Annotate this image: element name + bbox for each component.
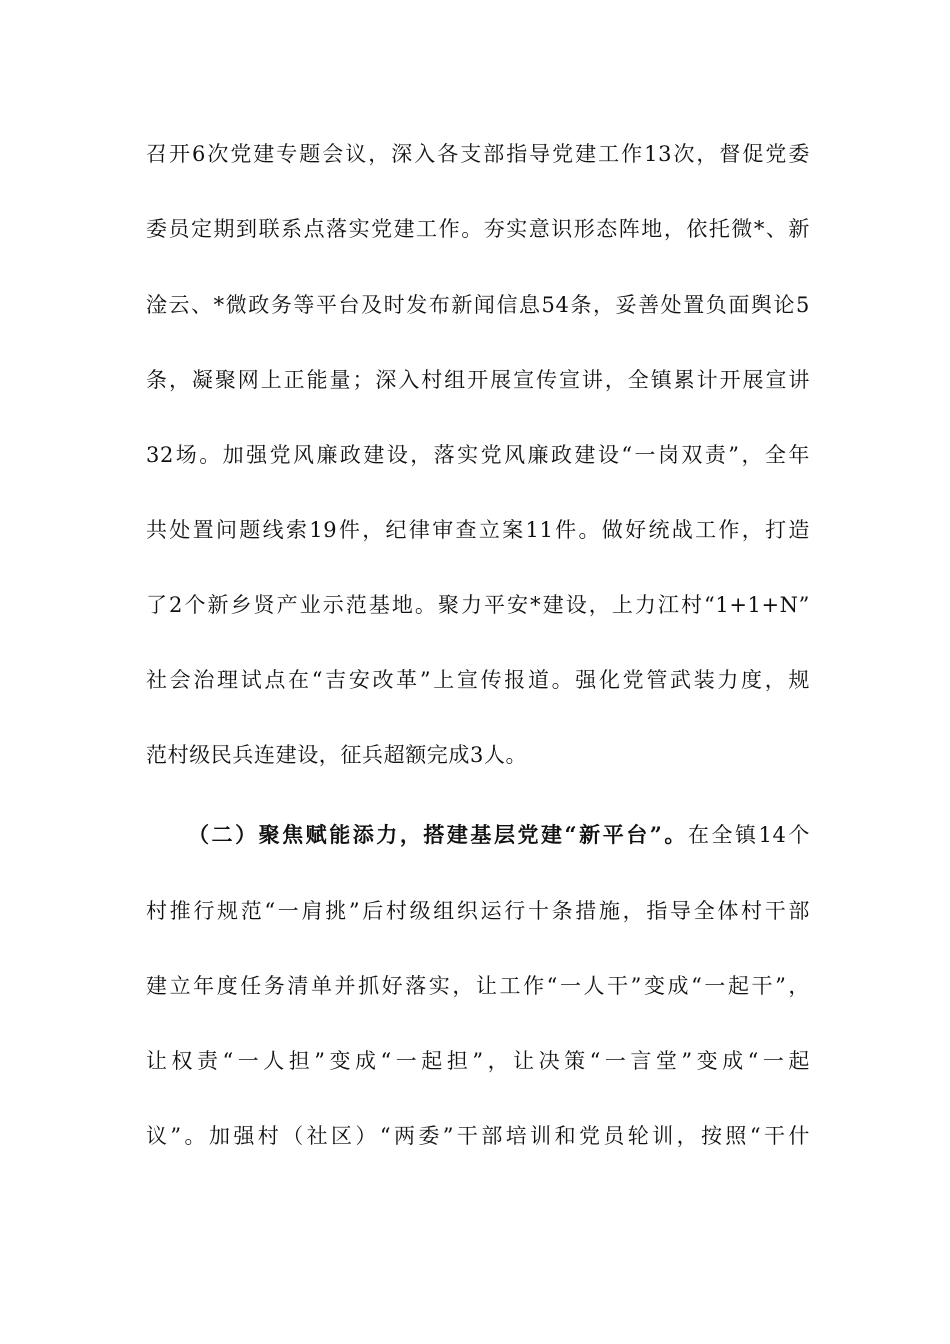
paragraph-1-line-4: 条，凝聚网上正能量；深入村组开展宣传宣讲，全镇累计开展宣讲: [146, 368, 810, 392]
paragraph-1-line-7: 了2个新乡贤产业示范基地。聚力平安*建设，上力江村“1+1+N”: [146, 593, 810, 617]
paragraph-1-line-1: 召开6次党建专题会议，深入各支部指导党建工作13次，督促党委: [146, 142, 810, 166]
paragraph-1-line-3: 淦云、*微政务等平台及时发布新闻信息54条，妥善处置负面舆论5: [146, 293, 810, 317]
paragraph-2-line-2: 村推行规范“一肩挑”后村级组织运行十条措施，指导全体村干部: [146, 899, 810, 923]
paragraph-1-line-9: 范村级民兵连建设，征兵超额完成3人。: [146, 743, 528, 767]
paragraph-2-line-4: 让权责“一人担”变成“一起担”，让决策“一言堂”变成“一起: [146, 1049, 810, 1073]
paragraph-2-line-1: [146, 821, 810, 849]
paragraph-1-line-6: 共处置问题线索19件，纪律审查立案11件。做好统战工作，打造: [146, 518, 810, 542]
paragraph-1-line-5: 32场。加强党风廉政建设，落实党风廉政建设“一岗双责”，全年: [146, 443, 810, 467]
paragraph-1-line-8: 社会治理试点在“吉安改革”上宣传报道。强化党管武装力度，规: [146, 668, 810, 692]
paragraph-2-line-5: 议”。加强村（社区）“两委”干部培训和党员轮训，按照“干什: [146, 1124, 810, 1148]
paragraph-2-line-3: 建立年度任务清单并抓好落实，让工作“一人干”变成“一起干”，: [146, 974, 810, 998]
paragraph-2-line-1-rest: 在全镇14个: [687, 823, 810, 847]
paragraph-1-line-2: 委员定期到联系点落实党建工作。夯实意识形态阵地，依托微*、新: [146, 217, 810, 241]
section-heading: （二）聚焦赋能添力，搭建基层党建“新平台”。: [188, 822, 688, 847]
